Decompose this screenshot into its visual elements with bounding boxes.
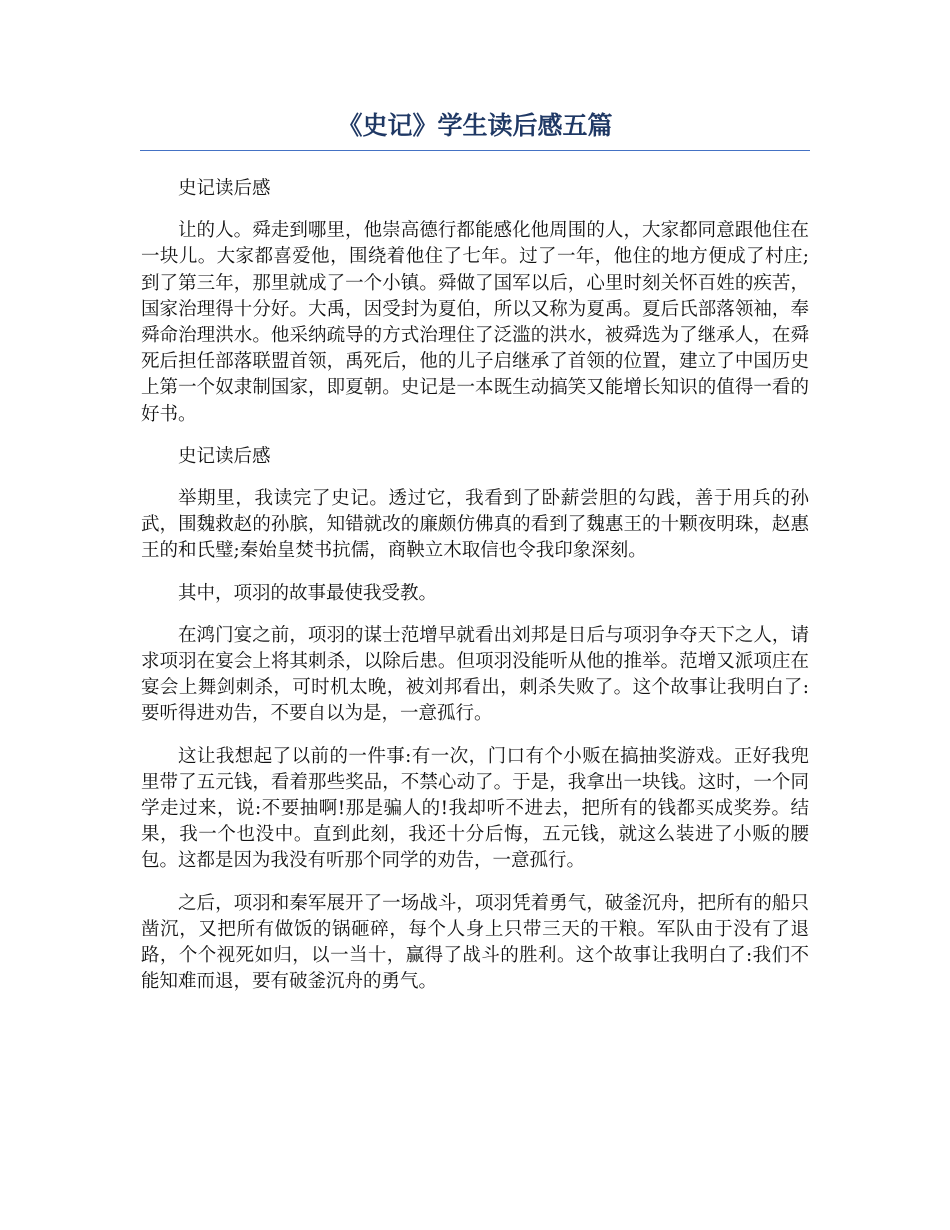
body-paragraph: 之后，项羽和秦军展开了一场战斗，项羽凭着勇气，破釜沉舟，把所有的船只凿沉，又把所有做饭的锅砸碎，每个人身上只带三天的干粮。军队由于没有了退路，个个视死如归，以一当十，赢得了战斗的胜利。这个故事让我明白了:我们不能知难而退，要有破釜沉舟的勇气。: [141, 892, 809, 993]
section-heading: 史记读后感: [178, 445, 271, 467]
section-heading: 史记读后感: [178, 178, 271, 199]
title-underline: [140, 150, 810, 151]
body-paragraph: 在鸿门宴之前，项羽的谋士范增早就看出刘邦是日后与项羽争夺天下之人，请求项羽在宴会上将其刺杀，以除后患。但项羽没能听从他的推举。范增又派项庄在宴会上舞剑刺杀，可时机太晚，被刘邦看出，刺杀失败了。这个故事让我明白了:要听得进劝告，不要自以为是，一意孤行。: [141, 624, 809, 725]
body-paragraph: 让的人。舜走到哪里，他崇高德行都能感化他周围的人，大家都同意跟他住在一块儿。大家都喜爱他，围绕着他住了七年。过了一年，他住的地方便成了村庄;到了第三年，那里就成了一个小镇。舜做了国军以后，心里时刻关怀百姓的疾苦，国家治理得十分好。大禹，因受封为夏伯，所以又称为夏禹。夏后氏部落领袖，奉舜命治理洪水。他采纳疏导的方式治理住了泛滥的洪水，被舜选为了继承人，在舜死后担任部落联盟首领，禹死后，他的儿子启继承了首领的位置，建立了中国历史上第一个奴隶制国家，即夏朝。史记是一本既生动搞笑又能增长知识的值得一看的好书。: [141, 220, 809, 425]
document-body: [141, 176, 809, 1011]
document-title: 《史记》学生读后感五篇: [337, 111, 613, 140]
body-paragraph: 其中，项羽的故事最使我受教。: [178, 582, 438, 604]
body-paragraph: 举期里，我读完了史记。透过它，我看到了卧薪尝胆的勾践，善于用兵的孙武，围魏救赵的孙膑，知错就改的廉颇仿佛真的看到了魏惠王的十颗夜明珠，赵惠王的和氏璧;秦始皇焚书抗儒，商鞅立木取信也令我印象深刻。: [141, 488, 809, 562]
body-paragraph: 这让我想起了以前的一件事:有一次，门口有个小贩在搞抽奖游戏。正好我兜里带了五元钱，看着那些奖品，不禁心动了。于是，我拿出一块钱。这时，一个同学走过来，说:不要抽啊!那是骗人的!我却听不进去，把所有的钱都买成奖券。结果，我一个也没中。直到此刻，我还十分后悔，五元钱，就这么装进了小贩的腰包。这都是因为我没有听那个同学的劝告，一意孤行。: [141, 745, 809, 872]
